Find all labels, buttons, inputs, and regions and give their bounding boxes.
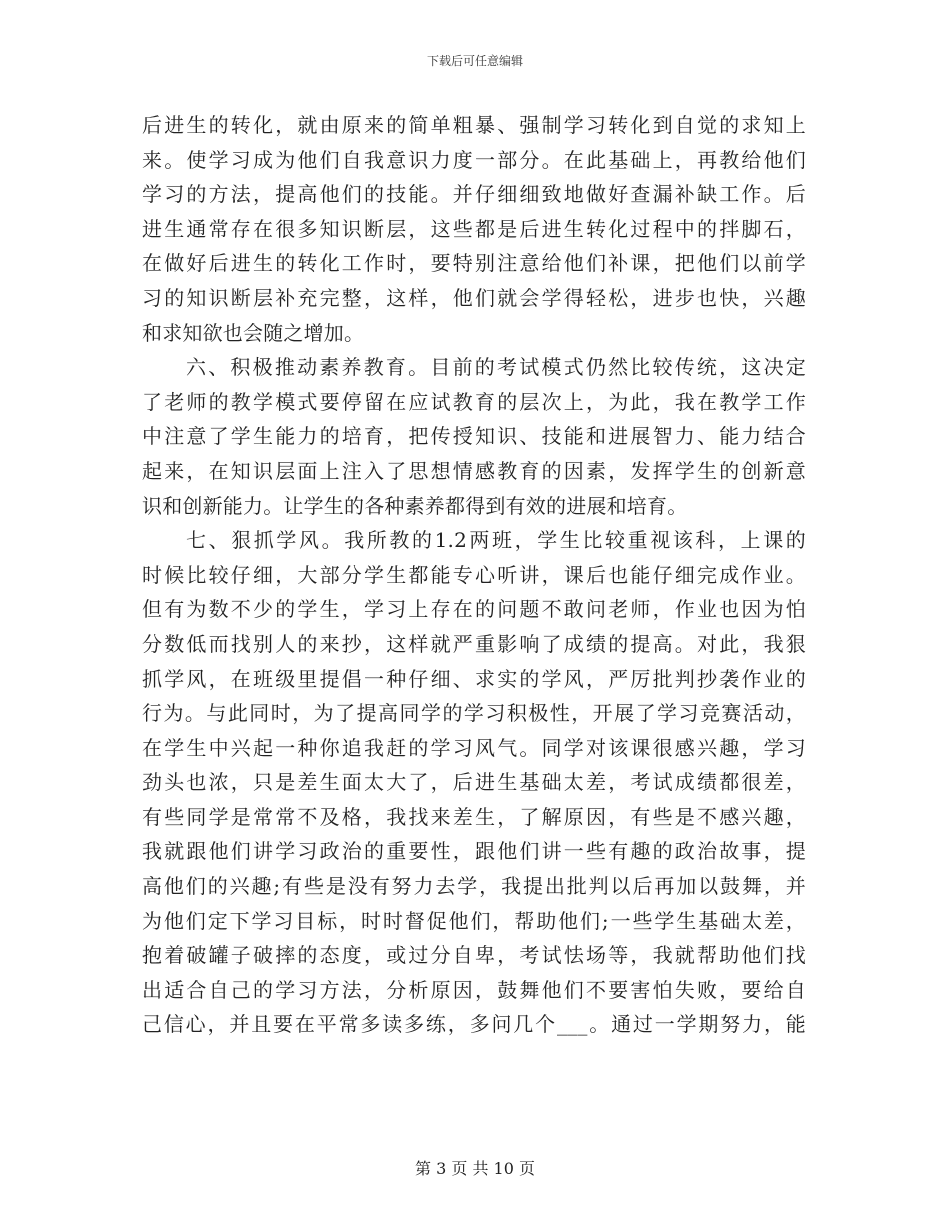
text-line: 来。使学习成为他们自我意识力度一部分。在此基础上，再教给他们: [142, 147, 806, 172]
text-line: 但有为数不少的学生，学习上存在的问题不敢问老师，作业也因为怕: [142, 597, 806, 622]
text-line: 行为。与此同时，为了提高同学的学习积极性，开展了学习竞赛活动，: [142, 701, 806, 726]
text-line: 抓学风，在班级里提倡一种仔细、求实的学风，严厉批判抄袭作业的: [142, 666, 806, 691]
text-line: 劲头也浓，只是差生面太大了，后进生基础太差，考试成绩都很差，: [142, 770, 806, 795]
text-line: 中注意了学生能力的培育，把传授知识、技能和进展智力、能力结合: [142, 424, 806, 449]
text-line: 和求知欲也会随之增加。: [142, 320, 365, 345]
text-line: 进生通常存在很多知识断层，这些都是后进生转化过程中的拌脚石，: [142, 216, 806, 241]
text-line: 学习的方法，提高他们的技能。并仔细细致地做好查漏补缺工作。后: [142, 182, 806, 207]
text-line: 有些同学是常常不及格，我找来差生，了解原因，有些是不感兴趣，: [142, 804, 806, 829]
text-line: 在做好后进生的转化工作时，要特别注意给他们补课，把他们以前学: [142, 251, 806, 276]
text-line: 了老师的教学模式要停留在应试教育的层次上，为此，我在教学工作: [142, 389, 806, 414]
paragraph-start-line: 六、积极推动素养教育。目前的考试模式仍然比较传统，这决定: [186, 355, 806, 380]
text-line: 起来，在知识层面上注入了思想情感教育的因素，发挥学生的创新意: [142, 458, 806, 483]
document-body: [142, 108, 806, 1042]
text-line: 时候比较仔细，大部分学生都能专心听讲，课后也能仔细完成作业。: [142, 562, 806, 587]
text-line: 抱着破罐子破摔的态度，或过分自卑，考试怯场等，我就帮助他们找: [142, 943, 806, 968]
text-line: 我就跟他们讲学习政治的重要性，跟他们讲一些有趣的政治故事，提: [142, 839, 806, 864]
page-number-footer: 第 3 页 共 10 页: [415, 1159, 535, 1178]
text-line: 分数低而找别人的来抄，这样就严重影响了成绩的提高。对此，我狠: [142, 631, 806, 656]
text-line: 高他们的兴趣;有些是没有努力去学，我提出批判以后再加以鼓舞，并: [142, 874, 806, 899]
text-line: 为他们定下学习目标，时时督促他们，帮助他们;一些学生基础太差，: [142, 908, 806, 933]
paragraph-start-line: 七、狠抓学风。我所教的1.2两班，学生比较重视该科，上课的: [186, 528, 806, 553]
text-line: 出适合自己的学习方法，分析原因，鼓舞他们不要害怕失败，要给自: [142, 977, 806, 1002]
text-line: 在学生中兴起一种你追我赶的学习风气。同学对该课很感兴趣，学习: [142, 735, 806, 760]
page-header: 下载后可任意编辑: [426, 54, 523, 68]
text-line: 己信心，并且要在平常多读多练，多问几个___。通过一学期努力，能: [142, 1012, 806, 1037]
text-line: 习的知识断层补充完整，这样，他们就会学得轻松，进步也快，兴趣: [142, 285, 806, 310]
text-line: 识和创新能力。让学生的各种素养都得到有效的进展和培育。: [142, 493, 688, 518]
text-line: 后进生的转化，就由原来的简单粗暴、强制学习转化到自觉的求知上: [142, 113, 806, 137]
